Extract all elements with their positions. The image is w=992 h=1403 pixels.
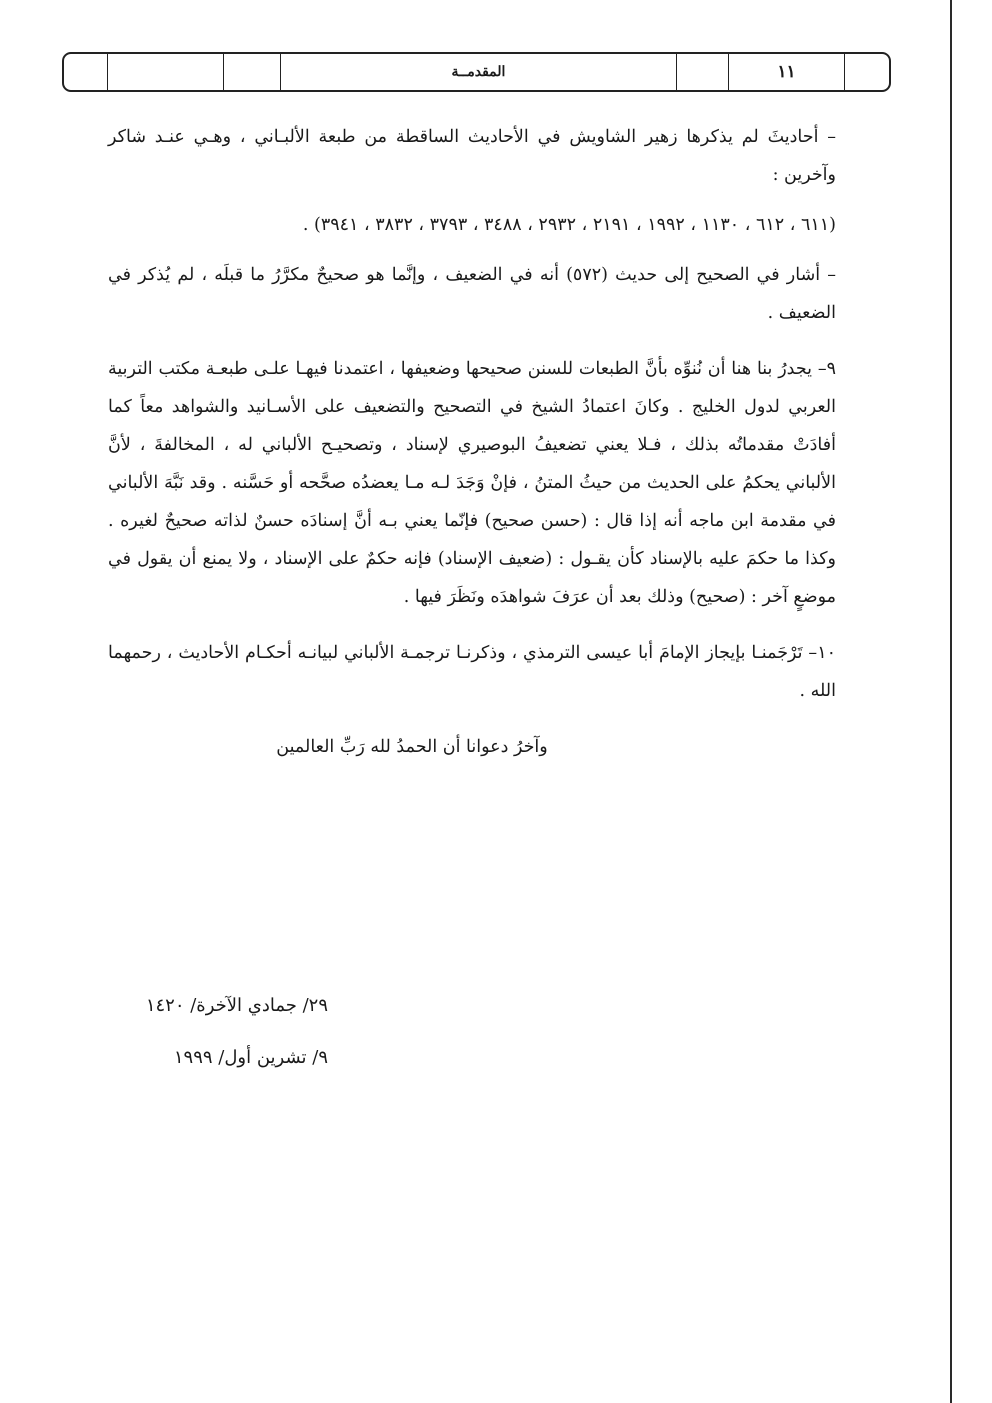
header-cell-empty (107, 54, 223, 90)
date-block (108, 980, 328, 1084)
running-header (62, 52, 891, 92)
header-cell-empty (844, 54, 889, 90)
paragraph-hadiths-not-mentioned: – أحاديثَ لم يذكرها زهير الشاويش في الأحاديث الساقطة من طبعة الألبـاني ، وهـي عنـد شاكر وآخرين : (108, 127, 836, 185)
paragraph-hadith-572: – أشار في الصحيح إلى حديث (٥٧٢) أنه في الضعيف ، وإنَّما هو صحيحٌ مكرَّرُ ما قبلَه ، لم يُذكر في الضعيف . (108, 265, 837, 323)
page-number: ١١ (728, 54, 844, 90)
hadith-numbers-list: (٦١١ ، ٦١٢ ، ١١٣٠ ، ١٩٩٢ ، ٢١٩١ ، ٢٩٣٢ ، ٣٤٨٨ ، ٣٧٩٣ ، ٣٨٣٢ ، ٣٩٤١) . (302, 215, 836, 235)
date-gregorian: ٩/ تشرين أول/ ١٩٩٩ (173, 1047, 328, 1068)
section-title: المقدمــة (280, 54, 676, 90)
header-cell-empty (223, 54, 280, 90)
paragraph-point-10: ١٠– تَرْجَمنـا بإيجاز الإمامَ أبا عيسى الترمذي ، وذكرنـا ترجمـة الألباني لبيانـه أحكـام الأحاديث ، رحمهما الله . (108, 643, 836, 701)
date-hijri: ٢٩/ جمادي الآخرة/ ١٤٢٠ (145, 995, 328, 1016)
header-cell-empty (676, 54, 728, 90)
page-body (108, 118, 836, 766)
closing-prayer: وآخرُ دعوانا أن الحمدُ لله رَبِّ العالمين (276, 737, 548, 757)
page-edge-line (950, 0, 964, 1403)
paragraph-point-9: ٩– يجدرُ بنا هنا أن نُنوِّه بأنَّ الطبعات للسنن صحيحها وضعيفها ، اعتمدنا فيهـا علـى طبعـة مكتب التربية العربي لدول الخليج . وكانَ اعتمادُ الشيخ في التصحيح والتضعيف على الأسـانيد والشواهد معاً كما أفادَتْ مقدماتُه بذلك ، فـلا يعني تضعيفُ البوصيري لإسناد ، وتصحيـح الألباني له ، المخالفةَ ، لأنَّ الألباني يحكمُ على الحديث من حيثُ المتنُ ، فإنْ وَجَدَ لـه مـا يعضدُه صحَّحه أو حَسَّنه . وقد نَبَّهَ الألباني في مقدمة ابن ماجه أنه إذا قال : (حسن صحيح) فإنّما يعني بـه أنَّ إسنادَه حسنٌ لذاته صحيحٌ لغيره . وكذا ما حكمَ عليه بالإسناد كأن يقـول : (ضعيف الإسناد) فإنه حكمٌ على الإسناد ، ولا يمنع أن يقول في موضعٍ آخر : (صحيح) وذلك بعد أن عرَفَ شواهدَه ونَظَرَ فيها . (108, 359, 836, 607)
header-cell-empty (64, 54, 107, 90)
